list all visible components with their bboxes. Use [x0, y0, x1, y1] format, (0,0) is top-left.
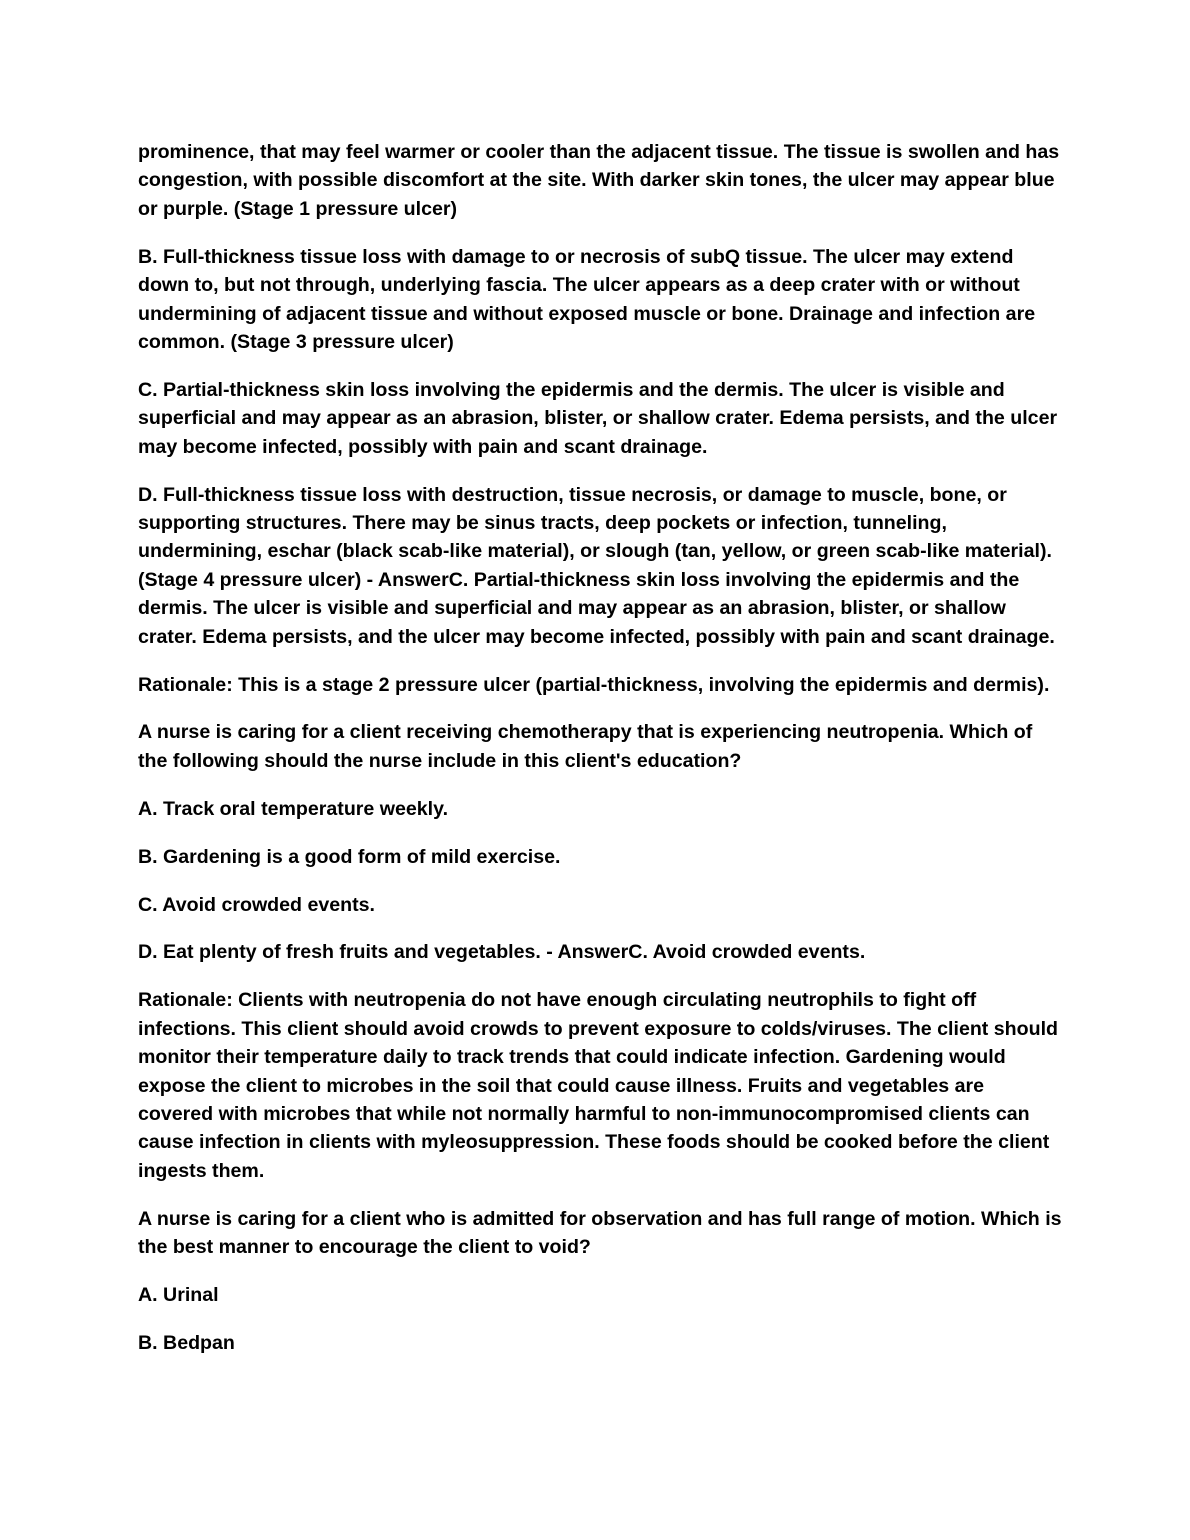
document-page — [138, 138, 1063, 1377]
paragraph-void-option-a: A. Urinal — [138, 1284, 219, 1306]
paragraph-void-option-b: B. Bedpan — [138, 1331, 235, 1354]
paragraph-rationale-neutropenia: Rationale: Clients with neutropenia do not have enough circulating neutrophils to fight off infections. This client should avoid crowds to prevent exposure to colds/viruses. The client should monitor their temperature daily to track trends that could indicate infection. Gardening would expose the client to microbes in the soil that could cause illness. Fruits and vegetables are covered with microbes that while not normally harmful to non-immunocompromised clients can cause infection in clients with myleosuppression. These foods should be cooked before the client ingests them. — [138, 989, 1058, 1182]
paragraph-question-void: A nurse is caring for a client who is admitted for observation and has full range of motion. Which is the best manner to encourage the client to void? — [138, 1207, 1062, 1259]
paragraph-neutropenia-option-b: B. Gardening is a good form of mild exercise. — [138, 845, 561, 868]
paragraph-option-c-stage2: C. Partial-thickness skin loss involving the epidermis and the dermis. The ulcer is visible and superficial and may appear as an abrasion, blister, or shallow crater. Edema persists, and the ulcer may become infected, possibly with pain and scant drainage. — [138, 378, 1058, 458]
paragraph-question-neutropenia: A nurse is caring for a client receiving chemotherapy that is experiencing neutropenia. Which of the following should the nurse include in this client's education? — [138, 721, 1033, 772]
paragraph-neutropenia-option-a: A. Track oral temperature weekly. — [138, 797, 449, 820]
paragraph-option-b-stage3: B. Full-thickness tissue loss with damage to or necrosis of subQ tissue. The ulcer may extend down to, but not through, underlying fascia. The ulcer appears as a deep crater with or without undermining of adjacent tissue and without exposed muscle or bone. Drainage and infection are common. (Stage 3 pressure ulcer) — [138, 245, 1036, 353]
paragraph-stage1-description: prominence, that may feel warmer or cooler than the adjacent tissue. The tissue is swollen and has congestion, with possible discomfort at the site. With darker skin tones, the ulcer may appear blue or purple. (Stage 1 pressure ulcer) — [138, 141, 1060, 220]
paragraph-rationale-pressure-ulcer: Rationale: This is a stage 2 pressure ulcer (partial-thickness, involving the epidermis and dermis). — [138, 673, 1050, 696]
paragraph-option-d-with-answer: D. Full-thickness tissue loss with destruction, tissue necrosis, or damage to muscle, bone, or supporting structures. There may be sinus tracts, deep pockets or infection, tunneling, undermining, eschar (black scab-like material), or slough (tan, yellow, or green scab-like material). (Stage 4 pressure ulcer) - AnswerC. Partial-thickness skin loss involving the epidermis and the dermis. The ulcer is visible and superficial and may appear as an abrasion, blister, or shallow crater. Edema persists, and the ulcer may become infected, possibly with pain and scant drainage. — [138, 483, 1055, 648]
paragraph-neutropenia-option-c: C. Avoid crowded events. — [138, 893, 375, 916]
paragraph-neutropenia-option-d-with-answer: D. Eat plenty of fresh fruits and vegetables. - AnswerC. Avoid crowded events. — [138, 941, 866, 964]
